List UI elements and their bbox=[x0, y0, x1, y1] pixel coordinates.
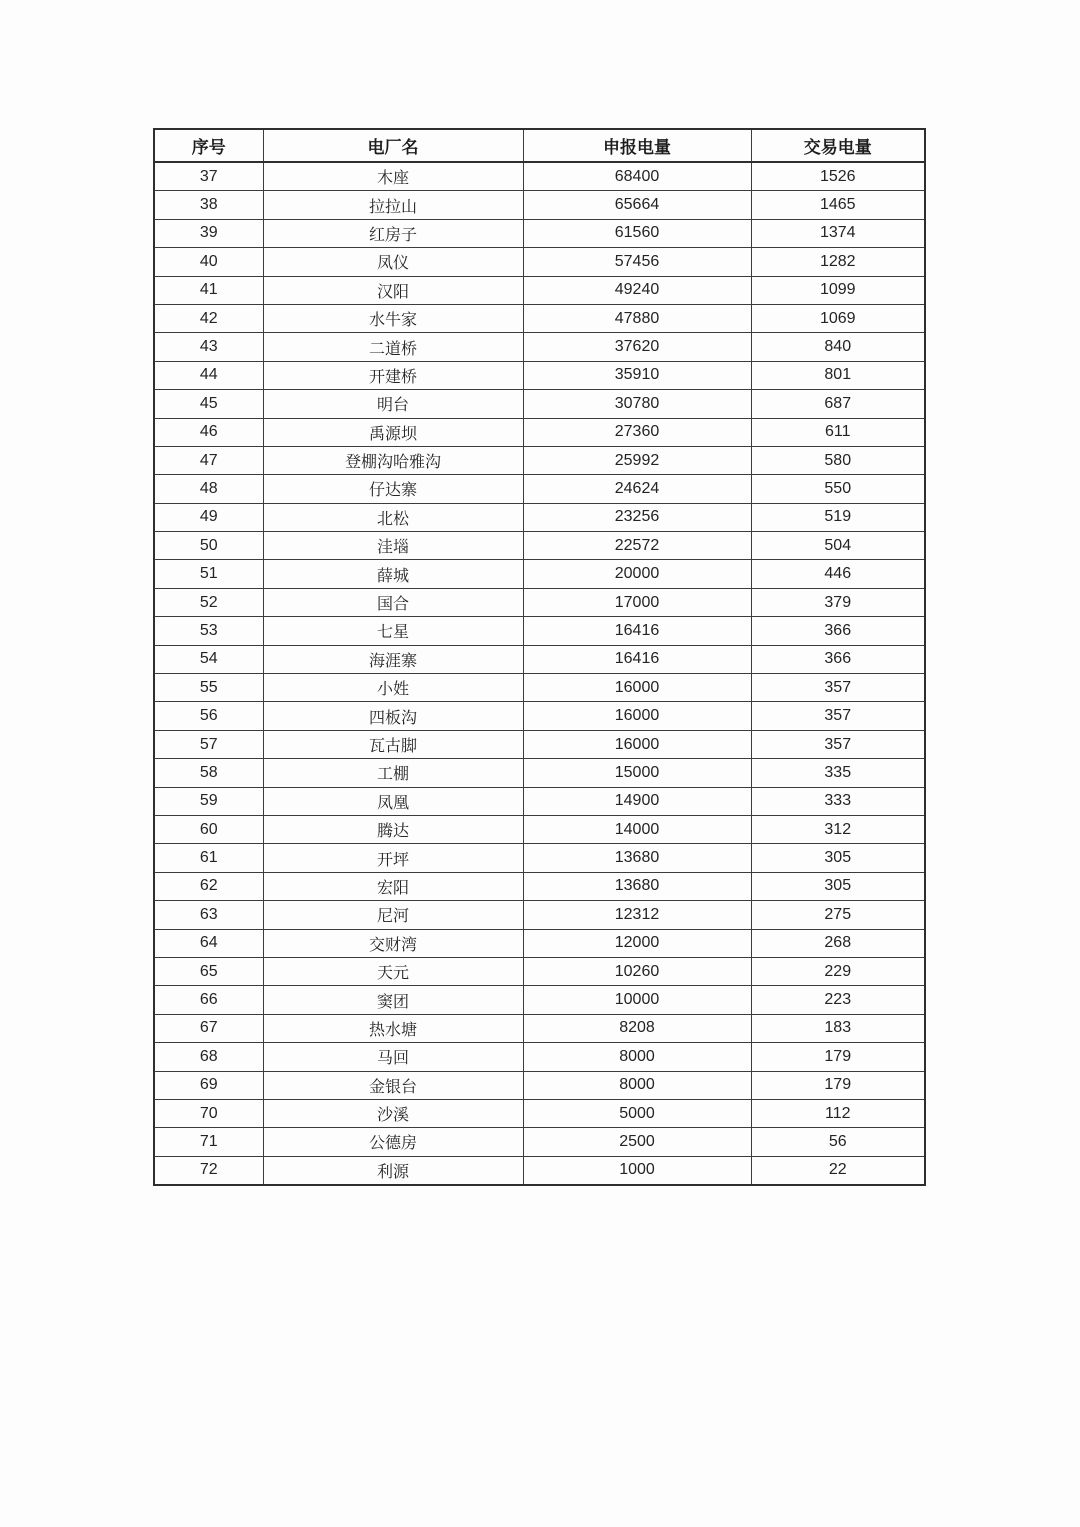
cell-plant-name: 汉阳 bbox=[263, 276, 523, 304]
cell-serial: 43 bbox=[154, 333, 263, 361]
cell-traded-energy: 275 bbox=[751, 901, 925, 929]
cell-declared-energy: 16000 bbox=[523, 730, 751, 758]
cell-plant-name: 水牛家 bbox=[263, 304, 523, 332]
cell-traded-energy: 183 bbox=[751, 1014, 925, 1042]
table-row bbox=[154, 390, 925, 418]
cell-traded-energy: 357 bbox=[751, 702, 925, 730]
table-row bbox=[154, 503, 925, 531]
cell-declared-energy: 68400 bbox=[523, 162, 751, 191]
table-row bbox=[154, 872, 925, 900]
cell-plant-name: 木座 bbox=[263, 162, 523, 191]
cell-traded-energy: 801 bbox=[751, 361, 925, 389]
table-body bbox=[154, 162, 925, 1185]
cell-traded-energy: 333 bbox=[751, 787, 925, 815]
cell-declared-energy: 35910 bbox=[523, 361, 751, 389]
cell-declared-energy: 1000 bbox=[523, 1156, 751, 1185]
cell-traded-energy: 357 bbox=[751, 674, 925, 702]
cell-traded-energy: 268 bbox=[751, 929, 925, 957]
cell-traded-energy: 446 bbox=[751, 560, 925, 588]
cell-serial: 53 bbox=[154, 617, 263, 645]
column-header-declared-energy: 申报电量 bbox=[523, 129, 751, 162]
cell-traded-energy: 335 bbox=[751, 759, 925, 787]
cell-declared-energy: 14900 bbox=[523, 787, 751, 815]
cell-traded-energy: 357 bbox=[751, 730, 925, 758]
cell-declared-energy: 13680 bbox=[523, 872, 751, 900]
cell-traded-energy: 305 bbox=[751, 844, 925, 872]
cell-declared-energy: 10260 bbox=[523, 957, 751, 985]
cell-plant-name: 薛城 bbox=[263, 560, 523, 588]
cell-plant-name: 仔达寨 bbox=[263, 475, 523, 503]
cell-plant-name: 开坪 bbox=[263, 844, 523, 872]
cell-traded-energy: 179 bbox=[751, 1043, 925, 1071]
cell-serial: 68 bbox=[154, 1043, 263, 1071]
cell-plant-name: 沙溪 bbox=[263, 1099, 523, 1127]
cell-serial: 58 bbox=[154, 759, 263, 787]
cell-serial: 48 bbox=[154, 475, 263, 503]
table-row bbox=[154, 759, 925, 787]
table-row bbox=[154, 702, 925, 730]
cell-plant-name: 凤凰 bbox=[263, 787, 523, 815]
cell-plant-name: 登棚沟哈雅沟 bbox=[263, 446, 523, 474]
cell-serial: 69 bbox=[154, 1071, 263, 1099]
cell-plant-name: 开建桥 bbox=[263, 361, 523, 389]
cell-traded-energy: 1069 bbox=[751, 304, 925, 332]
cell-declared-energy: 25992 bbox=[523, 446, 751, 474]
cell-declared-energy: 16000 bbox=[523, 674, 751, 702]
cell-plant-name: 窦团 bbox=[263, 986, 523, 1014]
cell-serial: 51 bbox=[154, 560, 263, 588]
cell-declared-energy: 65664 bbox=[523, 191, 751, 219]
cell-traded-energy: 179 bbox=[751, 1071, 925, 1099]
table-row bbox=[154, 418, 925, 446]
cell-plant-name: 交财湾 bbox=[263, 929, 523, 957]
cell-serial: 62 bbox=[154, 872, 263, 900]
cell-plant-name: 七星 bbox=[263, 617, 523, 645]
cell-serial: 71 bbox=[154, 1128, 263, 1156]
cell-declared-energy: 10000 bbox=[523, 986, 751, 1014]
cell-serial: 67 bbox=[154, 1014, 263, 1042]
cell-declared-energy: 5000 bbox=[523, 1099, 751, 1127]
table-row bbox=[154, 333, 925, 361]
cell-traded-energy: 687 bbox=[751, 390, 925, 418]
cell-plant-name: 工棚 bbox=[263, 759, 523, 787]
cell-plant-name: 明台 bbox=[263, 390, 523, 418]
cell-plant-name: 凤仪 bbox=[263, 248, 523, 276]
cell-serial: 46 bbox=[154, 418, 263, 446]
cell-traded-energy: 550 bbox=[751, 475, 925, 503]
cell-serial: 66 bbox=[154, 986, 263, 1014]
cell-declared-energy: 8000 bbox=[523, 1043, 751, 1071]
column-header-plant-name: 电厂名 bbox=[263, 129, 523, 162]
table-row bbox=[154, 191, 925, 219]
cell-serial: 39 bbox=[154, 219, 263, 247]
cell-plant-name: 宏阳 bbox=[263, 872, 523, 900]
cell-serial: 50 bbox=[154, 532, 263, 560]
cell-serial: 41 bbox=[154, 276, 263, 304]
cell-serial: 63 bbox=[154, 901, 263, 929]
table-row bbox=[154, 645, 925, 673]
cell-serial: 49 bbox=[154, 503, 263, 531]
cell-plant-name: 二道桥 bbox=[263, 333, 523, 361]
cell-traded-energy: 1465 bbox=[751, 191, 925, 219]
table-row bbox=[154, 730, 925, 758]
cell-declared-energy: 12312 bbox=[523, 901, 751, 929]
cell-serial: 61 bbox=[154, 844, 263, 872]
cell-plant-name: 公德房 bbox=[263, 1128, 523, 1156]
table-row bbox=[154, 361, 925, 389]
cell-declared-energy: 24624 bbox=[523, 475, 751, 503]
table-row bbox=[154, 276, 925, 304]
table-row bbox=[154, 304, 925, 332]
table-header-row bbox=[154, 129, 925, 162]
cell-plant-name: 天元 bbox=[263, 957, 523, 985]
cell-declared-energy: 2500 bbox=[523, 1128, 751, 1156]
cell-traded-energy: 1374 bbox=[751, 219, 925, 247]
table-row bbox=[154, 446, 925, 474]
cell-traded-energy: 305 bbox=[751, 872, 925, 900]
cell-traded-energy: 112 bbox=[751, 1099, 925, 1127]
cell-declared-energy: 23256 bbox=[523, 503, 751, 531]
cell-serial: 72 bbox=[154, 1156, 263, 1185]
table-row bbox=[154, 815, 925, 843]
cell-declared-energy: 8000 bbox=[523, 1071, 751, 1099]
table-row bbox=[154, 248, 925, 276]
cell-traded-energy: 580 bbox=[751, 446, 925, 474]
cell-plant-name: 国合 bbox=[263, 588, 523, 616]
cell-traded-energy: 366 bbox=[751, 617, 925, 645]
cell-plant-name: 红房子 bbox=[263, 219, 523, 247]
cell-declared-energy: 14000 bbox=[523, 815, 751, 843]
cell-traded-energy: 1099 bbox=[751, 276, 925, 304]
cell-serial: 37 bbox=[154, 162, 263, 191]
cell-declared-energy: 13680 bbox=[523, 844, 751, 872]
cell-plant-name: 利源 bbox=[263, 1156, 523, 1185]
cell-traded-energy: 223 bbox=[751, 986, 925, 1014]
table-row bbox=[154, 1128, 925, 1156]
cell-traded-energy: 611 bbox=[751, 418, 925, 446]
cell-traded-energy: 229 bbox=[751, 957, 925, 985]
cell-serial: 65 bbox=[154, 957, 263, 985]
cell-traded-energy: 312 bbox=[751, 815, 925, 843]
cell-serial: 38 bbox=[154, 191, 263, 219]
table-row bbox=[154, 1014, 925, 1042]
cell-serial: 54 bbox=[154, 645, 263, 673]
cell-declared-energy: 8208 bbox=[523, 1014, 751, 1042]
column-header-traded-energy: 交易电量 bbox=[751, 129, 925, 162]
cell-plant-name: 小姓 bbox=[263, 674, 523, 702]
cell-traded-energy: 1282 bbox=[751, 248, 925, 276]
cell-declared-energy: 57456 bbox=[523, 248, 751, 276]
table-row bbox=[154, 1156, 925, 1185]
cell-declared-energy: 15000 bbox=[523, 759, 751, 787]
cell-serial: 47 bbox=[154, 446, 263, 474]
cell-serial: 57 bbox=[154, 730, 263, 758]
cell-declared-energy: 30780 bbox=[523, 390, 751, 418]
cell-plant-name: 四板沟 bbox=[263, 702, 523, 730]
cell-traded-energy: 379 bbox=[751, 588, 925, 616]
cell-serial: 44 bbox=[154, 361, 263, 389]
cell-traded-energy: 366 bbox=[751, 645, 925, 673]
cell-serial: 60 bbox=[154, 815, 263, 843]
cell-traded-energy: 519 bbox=[751, 503, 925, 531]
cell-plant-name: 腾达 bbox=[263, 815, 523, 843]
table-row bbox=[154, 901, 925, 929]
cell-declared-energy: 16000 bbox=[523, 702, 751, 730]
cell-declared-energy: 20000 bbox=[523, 560, 751, 588]
cell-plant-name: 拉拉山 bbox=[263, 191, 523, 219]
cell-plant-name: 海涯寨 bbox=[263, 645, 523, 673]
table-row bbox=[154, 588, 925, 616]
table-row bbox=[154, 674, 925, 702]
cell-traded-energy: 56 bbox=[751, 1128, 925, 1156]
table-row bbox=[154, 532, 925, 560]
table-row bbox=[154, 957, 925, 985]
cell-declared-energy: 16416 bbox=[523, 645, 751, 673]
cell-declared-energy: 22572 bbox=[523, 532, 751, 560]
table-row bbox=[154, 560, 925, 588]
cell-plant-name: 禹源坝 bbox=[263, 418, 523, 446]
table-row bbox=[154, 929, 925, 957]
cell-traded-energy: 22 bbox=[751, 1156, 925, 1185]
cell-serial: 59 bbox=[154, 787, 263, 815]
cell-traded-energy: 504 bbox=[751, 532, 925, 560]
cell-traded-energy: 1526 bbox=[751, 162, 925, 191]
table-row bbox=[154, 1099, 925, 1127]
cell-serial: 70 bbox=[154, 1099, 263, 1127]
table-row bbox=[154, 1071, 925, 1099]
table-row bbox=[154, 844, 925, 872]
table-row bbox=[154, 475, 925, 503]
cell-plant-name: 北松 bbox=[263, 503, 523, 531]
cell-serial: 64 bbox=[154, 929, 263, 957]
cell-declared-energy: 12000 bbox=[523, 929, 751, 957]
table-row bbox=[154, 162, 925, 191]
cell-plant-name: 洼堖 bbox=[263, 532, 523, 560]
cell-declared-energy: 17000 bbox=[523, 588, 751, 616]
column-header-serial: 序号 bbox=[154, 129, 263, 162]
table-row bbox=[154, 617, 925, 645]
cell-declared-energy: 16416 bbox=[523, 617, 751, 645]
power-plant-table bbox=[153, 128, 926, 1186]
table-row bbox=[154, 219, 925, 247]
cell-serial: 40 bbox=[154, 248, 263, 276]
cell-serial: 55 bbox=[154, 674, 263, 702]
table-row bbox=[154, 787, 925, 815]
cell-plant-name: 尼河 bbox=[263, 901, 523, 929]
cell-plant-name: 瓦古脚 bbox=[263, 730, 523, 758]
cell-declared-energy: 27360 bbox=[523, 418, 751, 446]
cell-declared-energy: 61560 bbox=[523, 219, 751, 247]
cell-plant-name: 金银台 bbox=[263, 1071, 523, 1099]
cell-serial: 42 bbox=[154, 304, 263, 332]
cell-declared-energy: 47880 bbox=[523, 304, 751, 332]
cell-serial: 56 bbox=[154, 702, 263, 730]
table-row bbox=[154, 986, 925, 1014]
table-row bbox=[154, 1043, 925, 1071]
cell-traded-energy: 840 bbox=[751, 333, 925, 361]
cell-declared-energy: 49240 bbox=[523, 276, 751, 304]
cell-declared-energy: 37620 bbox=[523, 333, 751, 361]
cell-plant-name: 马回 bbox=[263, 1043, 523, 1071]
cell-plant-name: 热水塘 bbox=[263, 1014, 523, 1042]
cell-serial: 52 bbox=[154, 588, 263, 616]
cell-serial: 45 bbox=[154, 390, 263, 418]
